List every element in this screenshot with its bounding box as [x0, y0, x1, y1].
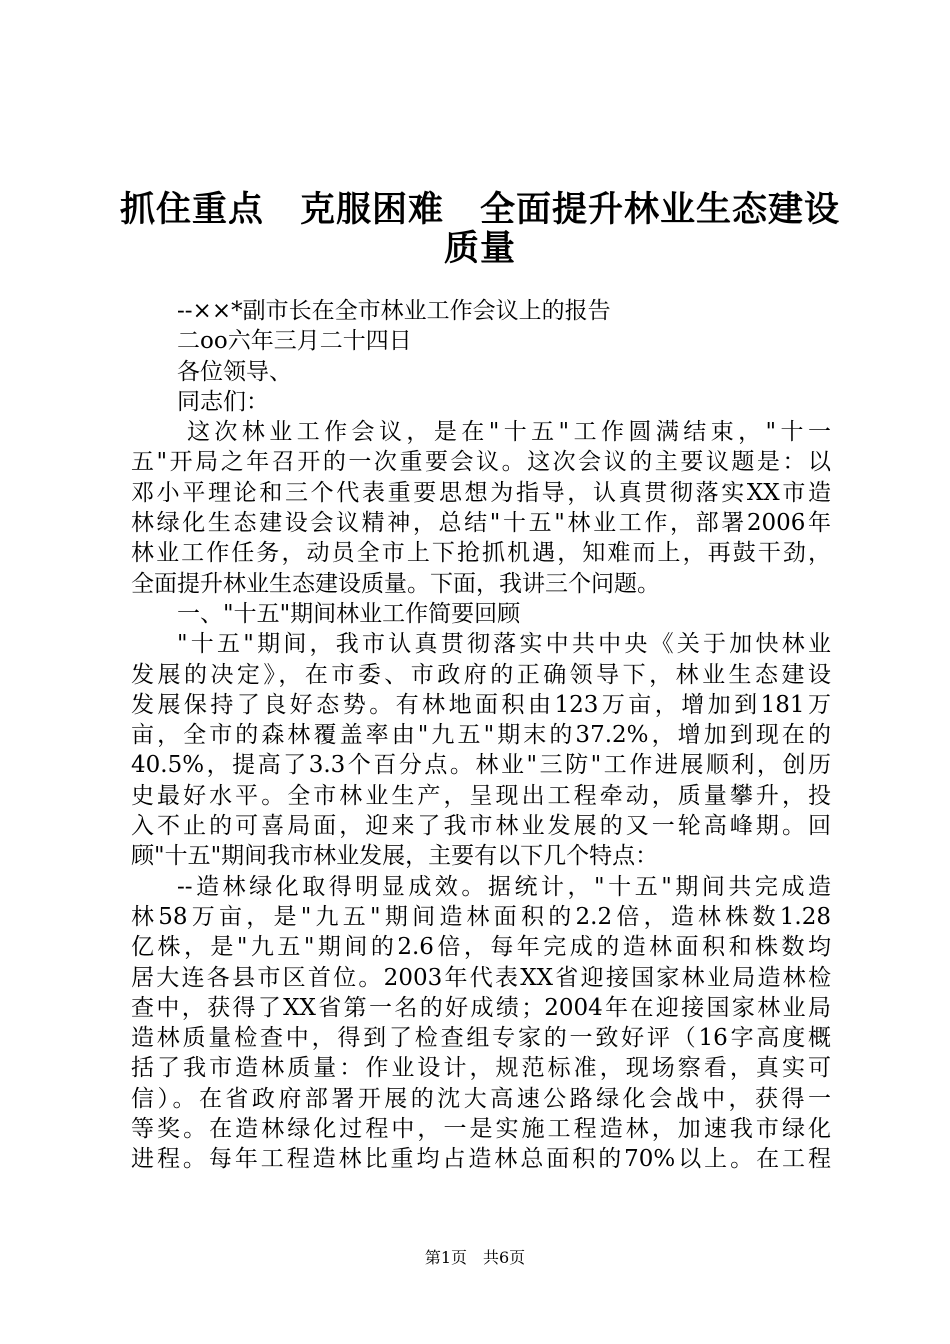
body-line: 林58万亩，是"九五"期间造林面积的2.2倍，造林株数1.28 [131, 903, 831, 930]
body-line: 五"开局之年召开的一次重要会议。这次会议的主要议题是：以 [131, 449, 831, 476]
body-line: 亩，全市的森林覆盖率由"九五"期末的37.2%，增加到现在的 [131, 722, 831, 749]
body-line: 发展保持了良好态势。有林地面积由123万亩，增加到181万 [131, 691, 831, 718]
body-line: 史最好水平。全市林业生产，呈现出工程牵动，质量攀升，投 [131, 782, 831, 809]
body-line: 这次林业工作会议，是在"十五"工作圆满结束，"十一 [187, 419, 831, 446]
body-line: 查中，获得了XX省第一名的好成绩；2004年在迎接国家林业局 [131, 994, 831, 1021]
page-footer: 第1页 共6页 [424, 1248, 526, 1267]
body-line: 各位领导、 [177, 358, 292, 385]
body-line: 等奖。在造林绿化过程中，一是实施工程造林，加速我市绿化 [131, 1116, 831, 1143]
body-line: 亿株，是"九五"期间的2.6倍，每年完成的造林面积和株数均 [131, 934, 831, 961]
body-line: 同志们： [177, 388, 269, 415]
body-line: 二oo六年三月二十四日 [177, 328, 412, 355]
body-line: 邓小平理论和三个代表重要思想为指导，认真贯彻落实XX市造 [131, 479, 831, 506]
body-line: 进程。每年工程造林比重均占造林总面积的70%以上。在工程 [131, 1146, 831, 1173]
body-line: 发展的决定》，在市委、市政府的正确领导下，林业生态建设 [131, 661, 831, 688]
body-line: 40.5%，提高了3.3个百分点。林业"三防"工作进展顺利，创历 [131, 752, 831, 779]
body-line: --××*副市长在全市林业工作会议上的报告 [177, 298, 611, 324]
body-line: 括了我市造林质量：作业设计，规范标准，现场察看，真实可 [131, 1055, 831, 1082]
document-title-line-1: 抓住重点 克服困难 全面提升林业生态建设 [119, 190, 840, 230]
body-line: 顾"十五"期间我市林业发展，主要有以下几个特点： [131, 843, 659, 870]
body-line: 一、"十五"期间林业工作简要回顾 [177, 600, 521, 627]
document-title-line-2: 质量 [443, 229, 516, 269]
body-line: 林绿化生态建设会议精神，总结"十五"林业工作，部署2006年 [131, 510, 831, 537]
body-line: 居大连各县市区首位。2003年代表XX省迎接国家林业局造林检 [131, 964, 831, 991]
body-line: 林业工作任务，动员全市上下抢抓机遇，知难而上，再鼓干劲， [131, 540, 831, 567]
document-body [131, 296, 831, 1175]
body-line: 信）。在省政府部署开展的沈大高速公路绿化会战中，获得一 [131, 1085, 831, 1112]
body-line: 造林质量检查中，得到了检查组专家的一致好评（16字高度概 [131, 1025, 831, 1052]
body-line: 全面提升林业生态建设质量。下面，我讲三个问题。 [131, 570, 660, 597]
body-line: 入不止的可喜局面，迎来了我市林业发展的又一轮高峰期。回 [131, 813, 831, 840]
body-line: --造林绿化取得明显成效。据统计，"十五"期间共完成造 [177, 873, 831, 900]
body-line: "十五"期间，我市认真贯彻落实中共中央《关于加快林业 [177, 631, 831, 658]
